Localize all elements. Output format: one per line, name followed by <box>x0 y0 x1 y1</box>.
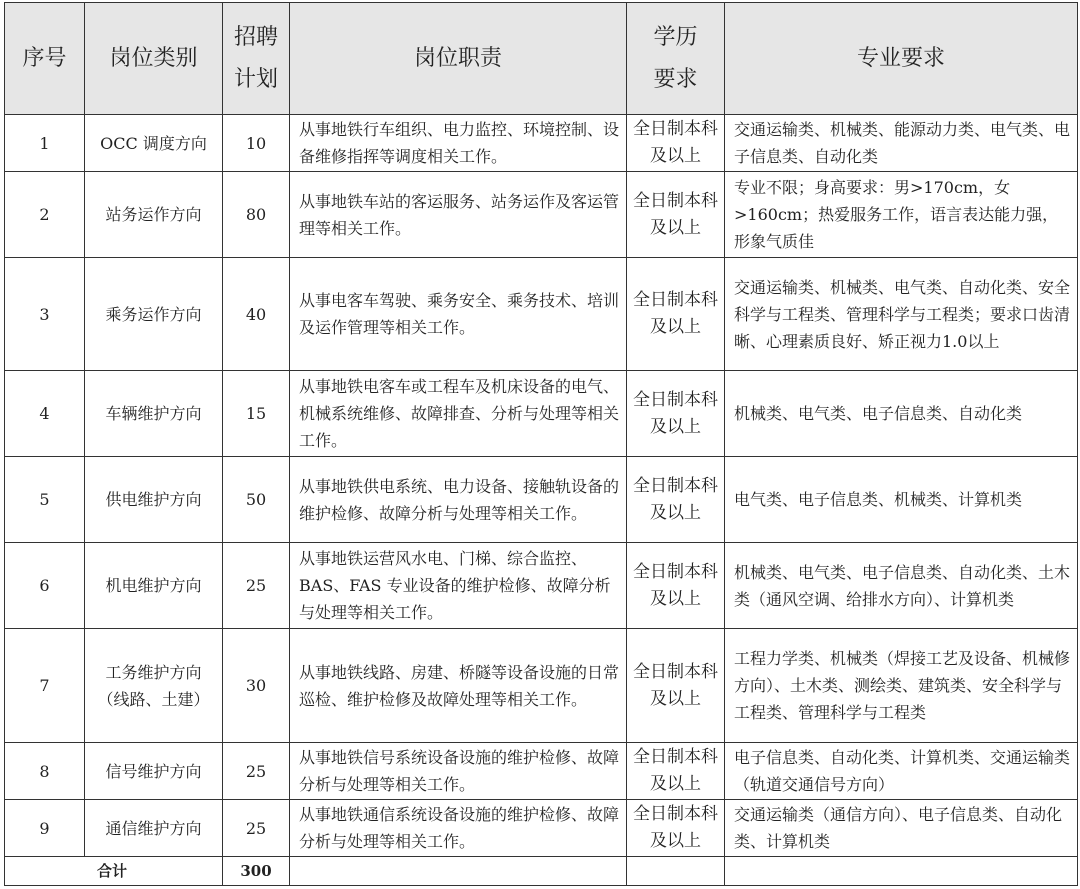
table-row <box>5 457 1078 543</box>
cell-category: 乘务运作方向 <box>85 258 223 371</box>
cell-seq: 1 <box>5 115 85 172</box>
cell-plan: 25 <box>223 543 290 629</box>
cell-category: 车辆维护方向 <box>85 371 223 457</box>
cell-major: 机械类、电气类、电子信息类、自动化类、土木类（通风空调、给排水方向）、计算机类 <box>725 543 1078 629</box>
cell-category: 机电维护方向 <box>85 543 223 629</box>
cell-seq: 6 <box>5 543 85 629</box>
cell-major: 机械类、电气类、电子信息类、自动化类 <box>725 371 1078 457</box>
cell-category: 工务维护方向（线路、土建） <box>85 629 223 743</box>
cell-seq: 7 <box>5 629 85 743</box>
cell-duties: 从事地铁线路、房建、桥隧等设备设施的日常巡检、维护检修及故障处理等相关工作。 <box>290 629 627 743</box>
cell-major: 交通运输类（通信方向）、电子信息类、自动化类、计算机类 <box>725 800 1078 857</box>
cell-seq: 3 <box>5 258 85 371</box>
cell-major: 电气类、电子信息类、机械类、计算机类 <box>725 457 1078 543</box>
header-row <box>5 3 1078 115</box>
cell-plan: 40 <box>223 258 290 371</box>
cell-major: 交通运输类、机械类、能源动力类、电气类、电子信息类、自动化类 <box>725 115 1078 172</box>
header-duties: 岗位职责 <box>290 3 627 115</box>
table-row <box>5 800 1078 857</box>
cell-seq: 5 <box>5 457 85 543</box>
cell-duties: 从事电客车驾驶、乘务安全、乘务技术、培训及运作管理等相关工作。 <box>290 258 627 371</box>
cell-category: 通信维护方向 <box>85 800 223 857</box>
cell-duties: 从事地铁供电系统、电力设备、接触轨设备的维护检修、故障分析与处理等相关工作。 <box>290 457 627 543</box>
cell-duties: 从事地铁通信系统设备设施的维护检修、故障分析与处理等相关工作。 <box>290 800 627 857</box>
table-row <box>5 371 1078 457</box>
cell-duties: 从事地铁信号系统设备设施的维护检修、故障分析与处理等相关工作。 <box>290 743 627 800</box>
cell-plan: 25 <box>223 800 290 857</box>
cell-education: 全日制本科及以上 <box>627 543 725 629</box>
cell-education: 全日制本科及以上 <box>627 258 725 371</box>
header-education: 学历要求 <box>627 3 725 115</box>
cell-education: 全日制本科及以上 <box>627 115 725 172</box>
total-row <box>5 857 1078 886</box>
header-seq: 序号 <box>5 3 85 115</box>
header-category: 岗位类别 <box>85 3 223 115</box>
cell-education: 全日制本科及以上 <box>627 172 725 258</box>
table-row <box>5 115 1078 172</box>
cell-major: 专业不限；身高要求：男>170cm，女>160cm；热爱服务工作，语言表达能力强，形象气质佳 <box>725 172 1078 258</box>
cell-education: 全日制本科及以上 <box>627 629 725 743</box>
cell-seq: 4 <box>5 371 85 457</box>
empty-cell <box>290 857 627 886</box>
cell-major: 工程力学类、机械类（焊接工艺及设备、机械修方向）、土木类、测绘类、建筑类、安全科学与工程类、管理科学与工程类 <box>725 629 1078 743</box>
header-plan: 招聘计划 <box>223 3 290 115</box>
table-row <box>5 258 1078 371</box>
table-row <box>5 172 1078 258</box>
cell-education: 全日制本科及以上 <box>627 743 725 800</box>
cell-category: 站务运作方向 <box>85 172 223 258</box>
header-major: 专业要求 <box>725 3 1078 115</box>
cell-plan: 50 <box>223 457 290 543</box>
cell-category: OCC 调度方向 <box>85 115 223 172</box>
cell-plan: 30 <box>223 629 290 743</box>
table-row <box>5 543 1078 629</box>
cell-seq: 8 <box>5 743 85 800</box>
cell-education: 全日制本科及以上 <box>627 800 725 857</box>
cell-duties: 从事地铁电客车或工程车及机床设备的电气、机械系统维修、故障排查、分析与处理等相关工作。 <box>290 371 627 457</box>
cell-plan: 15 <box>223 371 290 457</box>
cell-duties: 从事地铁运营风水电、门梯、综合监控、BAS、FAS 专业设备的维护检修、故障分析与处理等相关工作。 <box>290 543 627 629</box>
cell-seq: 2 <box>5 172 85 258</box>
cell-plan: 10 <box>223 115 290 172</box>
cell-education: 全日制本科及以上 <box>627 371 725 457</box>
total-plan: 300 <box>223 857 290 886</box>
table-row <box>5 629 1078 743</box>
cell-duties: 从事地铁行车组织、电力监控、环境控制、设备维修指挥等调度相关工作。 <box>290 115 627 172</box>
cell-major: 电子信息类、自动化类、计算机类、交通运输类（轨道交通信号方向） <box>725 743 1078 800</box>
cell-plan: 80 <box>223 172 290 258</box>
cell-major: 交通运输类、机械类、电气类、自动化类、安全科学与工程类、管理科学与工程类；要求口齿清晰、心理素质良好、矫正视力1.0以上 <box>725 258 1078 371</box>
cell-education: 全日制本科及以上 <box>627 457 725 543</box>
cell-category: 供电维护方向 <box>85 457 223 543</box>
cell-category: 信号维护方向 <box>85 743 223 800</box>
empty-cell <box>725 857 1078 886</box>
cell-duties: 从事地铁车站的客运服务、站务运作及客运管理等相关工作。 <box>290 172 627 258</box>
recruitment-table <box>4 2 1078 886</box>
empty-cell <box>627 857 725 886</box>
total-label: 合计 <box>5 857 223 886</box>
cell-seq: 9 <box>5 800 85 857</box>
cell-plan: 25 <box>223 743 290 800</box>
table-row <box>5 743 1078 800</box>
